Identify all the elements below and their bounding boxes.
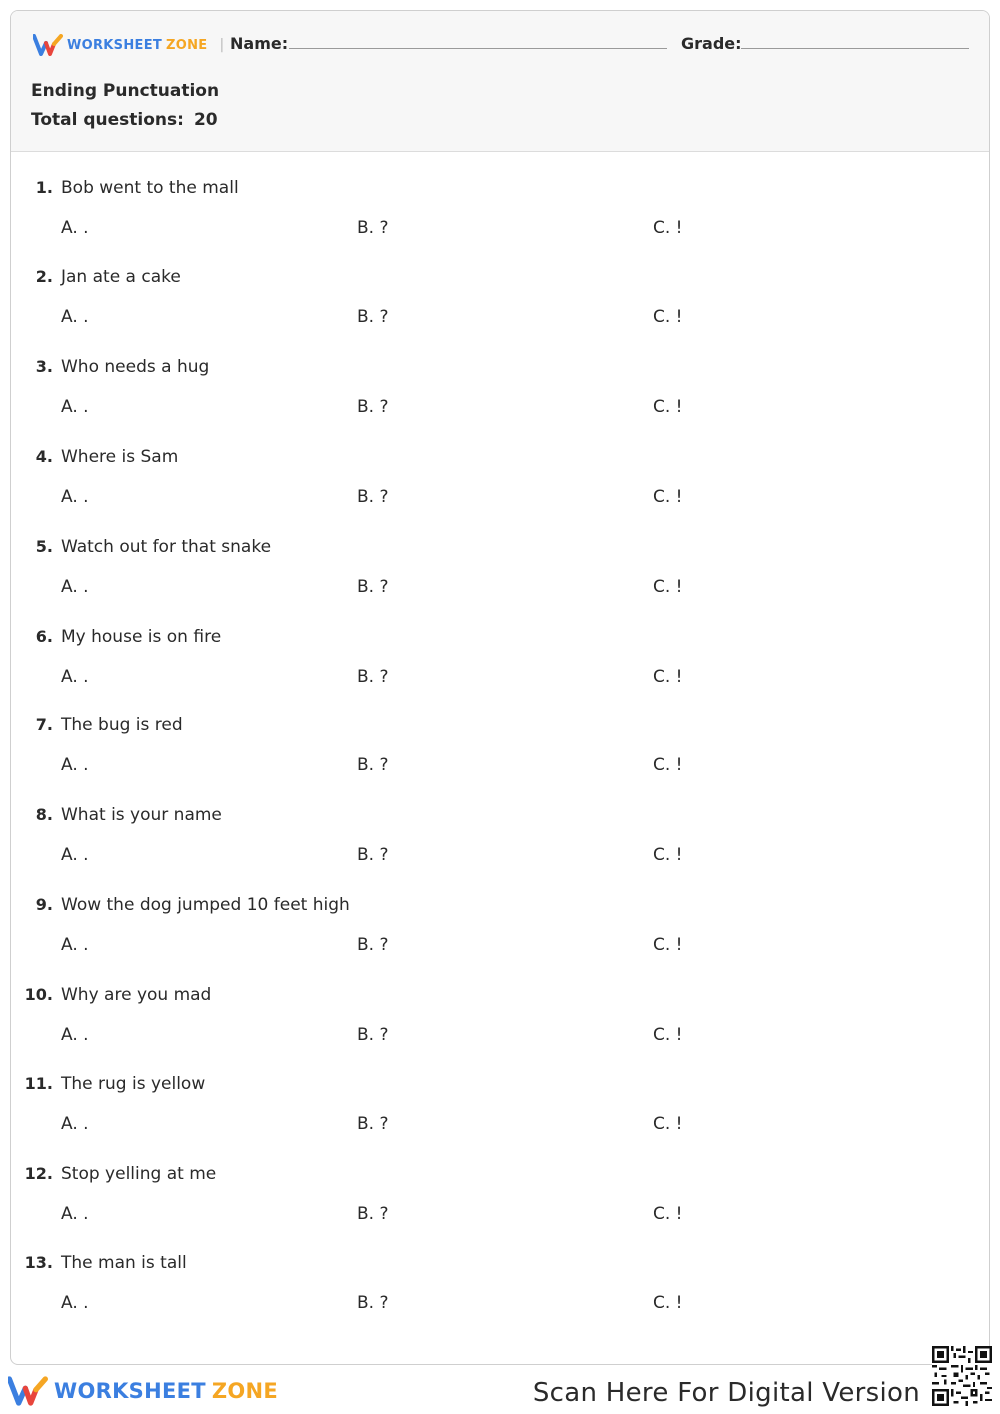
option-c[interactable]: C. ! xyxy=(653,307,683,327)
option-b[interactable]: B. ? xyxy=(357,845,389,865)
question-text: Stop yelling at me xyxy=(61,1164,217,1184)
question-number: 6. xyxy=(35,627,53,646)
qr-code-icon[interactable] xyxy=(932,1346,992,1406)
question-item xyxy=(11,1074,989,1164)
option-b[interactable]: B. ? xyxy=(357,1025,389,1045)
option-c[interactable]: C. ! xyxy=(653,755,683,775)
total-questions-label: Total questions: xyxy=(31,110,184,130)
footer-logo xyxy=(8,1376,278,1406)
question-item xyxy=(11,715,989,805)
header-logo xyxy=(33,33,238,57)
question-text: Why are you mad xyxy=(61,985,212,1005)
question-number: 7. xyxy=(35,715,53,734)
footer-brand-part2: ZONE xyxy=(211,1379,279,1403)
question-item xyxy=(11,447,989,537)
question-text: Where is Sam xyxy=(61,447,179,467)
question-number: 5. xyxy=(35,537,53,556)
option-c[interactable]: C. ! xyxy=(653,487,683,507)
question-text: The man is tall xyxy=(61,1253,187,1273)
question-item xyxy=(11,985,989,1075)
option-b[interactable]: B. ? xyxy=(357,1293,389,1313)
question-text: Watch out for that snake xyxy=(61,537,272,557)
question-text: Bob went to the mall xyxy=(61,178,239,198)
option-b[interactable]: B. ? xyxy=(357,1114,389,1134)
option-b[interactable]: B. ? xyxy=(357,487,389,507)
worksheet-page xyxy=(10,10,990,1365)
question-item xyxy=(11,537,989,627)
question-number: 1. xyxy=(35,178,53,197)
question-number: 4. xyxy=(35,447,53,466)
worksheet-header xyxy=(11,11,989,152)
option-a[interactable]: A. . xyxy=(61,577,89,597)
option-c[interactable]: C. ! xyxy=(653,845,683,865)
worksheet-zone-logo-icon xyxy=(33,34,63,56)
option-c[interactable]: C. ! xyxy=(653,1204,683,1224)
question-item xyxy=(11,1164,989,1254)
question-text: The bug is red xyxy=(61,715,183,735)
name-label: Name: xyxy=(230,34,289,53)
option-c[interactable]: C. ! xyxy=(653,397,683,417)
option-a[interactable]: A. . xyxy=(61,1114,89,1134)
total-questions-value: 20 xyxy=(193,110,218,130)
question-text: What is your name xyxy=(61,805,222,825)
question-number: 13. xyxy=(24,1253,53,1272)
option-a[interactable]: A. . xyxy=(61,1025,89,1045)
question-number: 10. xyxy=(24,985,53,1004)
question-number: 3. xyxy=(35,357,53,376)
option-a[interactable]: A. . xyxy=(61,1204,89,1224)
header-separator: | xyxy=(219,37,225,53)
scan-prompt: Scan Here For Digital Version xyxy=(532,1378,920,1408)
brand-name-part2: ZONE xyxy=(166,37,208,53)
question-item xyxy=(11,357,989,447)
question-number: 9. xyxy=(35,895,53,914)
question-text: The rug is yellow xyxy=(61,1074,206,1094)
option-a[interactable]: A. . xyxy=(61,397,89,417)
question-text: Wow the dog jumped 10 feet high xyxy=(61,895,350,915)
question-number: 2. xyxy=(35,267,53,286)
question-item xyxy=(11,1253,989,1343)
page-footer xyxy=(0,1364,1000,1414)
option-b[interactable]: B. ? xyxy=(357,755,389,775)
option-a[interactable]: A. . xyxy=(61,667,89,687)
name-field-line[interactable] xyxy=(289,48,667,49)
option-b[interactable]: B. ? xyxy=(357,218,389,238)
option-b[interactable]: B. ? xyxy=(357,935,389,955)
question-text: My house is on fire xyxy=(61,627,222,647)
option-c[interactable]: C. ! xyxy=(653,1025,683,1045)
option-c[interactable]: C. ! xyxy=(653,218,683,238)
worksheet-title: Ending Punctuation xyxy=(31,81,220,101)
question-number: 8. xyxy=(35,805,53,824)
question-item xyxy=(11,895,989,985)
worksheet-zone-logo-icon xyxy=(8,1376,48,1406)
option-c[interactable]: C. ! xyxy=(653,935,683,955)
grade-field-line[interactable] xyxy=(741,48,969,49)
question-text: Who needs a hug xyxy=(61,357,210,377)
option-a[interactable]: A. . xyxy=(61,487,89,507)
option-c[interactable]: C. ! xyxy=(653,577,683,597)
option-c[interactable]: C. ! xyxy=(653,1293,683,1313)
option-a[interactable]: A. . xyxy=(61,307,89,327)
option-b[interactable]: B. ? xyxy=(357,577,389,597)
option-b[interactable]: B. ? xyxy=(357,307,389,327)
option-c[interactable]: C. ! xyxy=(653,667,683,687)
question-item xyxy=(11,178,989,268)
question-item xyxy=(11,805,989,895)
option-a[interactable]: A. . xyxy=(61,218,89,238)
option-a[interactable]: A. . xyxy=(61,755,89,775)
footer-brand-part1: WORKSHEET xyxy=(54,1379,206,1403)
option-b[interactable]: B. ? xyxy=(357,1204,389,1224)
brand-name-part1: WORKSHEET xyxy=(67,37,163,53)
option-b[interactable]: B. ? xyxy=(357,667,389,687)
grade-label: Grade: xyxy=(681,34,742,53)
option-b[interactable]: B. ? xyxy=(357,397,389,417)
question-text: Jan ate a cake xyxy=(61,267,181,287)
question-item xyxy=(11,627,989,717)
question-number: 12. xyxy=(24,1164,53,1183)
option-c[interactable]: C. ! xyxy=(653,1114,683,1134)
question-number: 11. xyxy=(24,1074,53,1093)
option-a[interactable]: A. . xyxy=(61,935,89,955)
question-item xyxy=(11,267,989,357)
total-questions xyxy=(31,110,218,130)
option-a[interactable]: A. . xyxy=(61,1293,89,1313)
option-a[interactable]: A. . xyxy=(61,845,89,865)
